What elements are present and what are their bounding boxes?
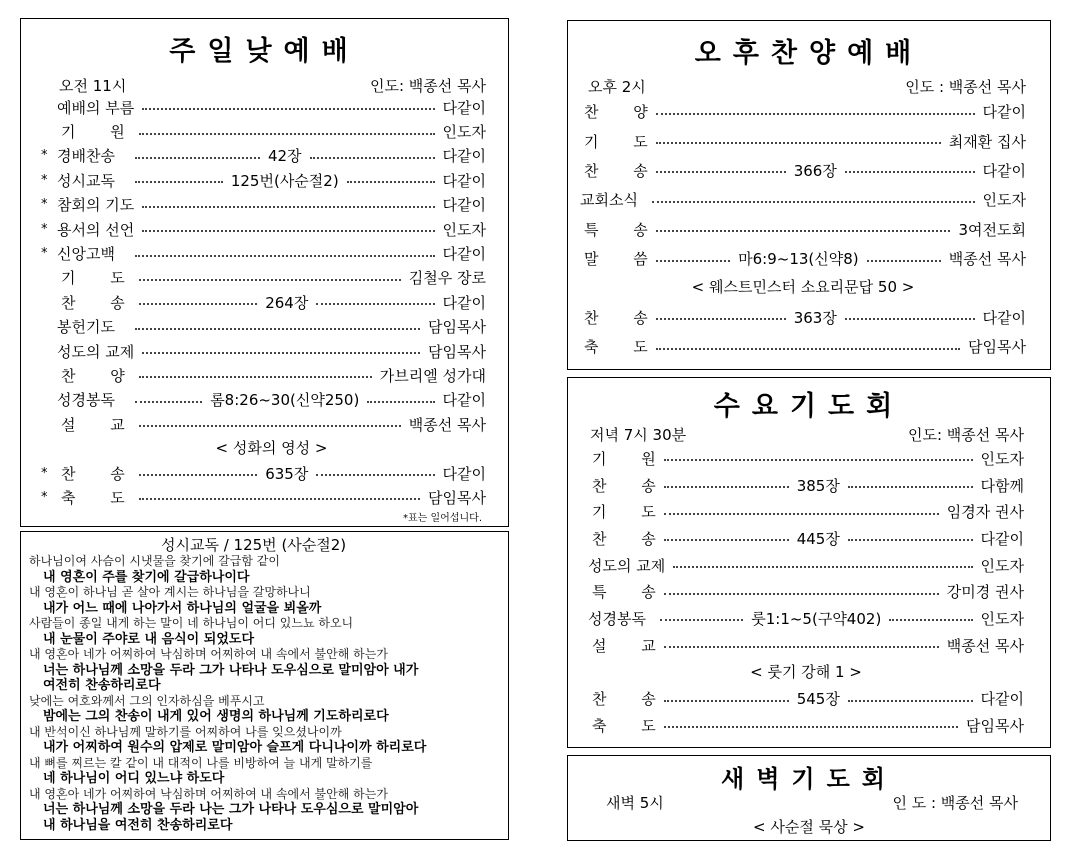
wednesday-leader: 인도: 백종선 목사 [907, 426, 1024, 444]
standing-mark: * [41, 197, 48, 213]
order-label: 성경봉독 [57, 391, 115, 410]
dawn-prayer-box [567, 755, 1051, 841]
standing-mark: * [41, 246, 48, 262]
dot-leader [135, 401, 202, 403]
dot-leader [848, 486, 973, 488]
order-label: 설 교 [592, 636, 656, 655]
order-label: 찬 양 [61, 366, 125, 385]
order-row [580, 185, 1026, 214]
dot-leader [142, 352, 420, 354]
dot-leader [139, 425, 401, 427]
standing-mark: * [41, 172, 48, 188]
order-row [580, 303, 1026, 332]
order-label: 찬 송 [61, 464, 125, 483]
order-row [588, 445, 1024, 472]
afternoon-worship-box [567, 20, 1051, 370]
order-label: 참회의 기도 [57, 196, 135, 215]
order-row [580, 126, 1026, 155]
order-person: 강미경 권사 [946, 583, 1024, 602]
order-row [57, 95, 486, 119]
order-person: 담임목사 [428, 342, 486, 361]
order-row [588, 632, 1024, 659]
dawn-title: 새벽기도회 [721, 765, 897, 793]
leader-line: 내 뼈를 찌르는 칼 같이 내 대적이 나를 비방하여 늘 내게 말하기를 [29, 755, 373, 770]
leader-line: 낮에는 여호와께서 그의 인자하심을 베푸시고 [29, 693, 265, 708]
order-person: 가브리엘 성가대 [379, 366, 486, 385]
order-detail: 635장 [265, 464, 309, 483]
dot-leader [664, 726, 958, 728]
dot-leader [139, 474, 257, 476]
sunday-worship-box [20, 18, 509, 527]
dot-leader [845, 171, 975, 173]
dot-leader [310, 157, 435, 159]
order-person: 다함께 [980, 476, 1025, 495]
order-person: 다같이 [442, 147, 486, 166]
order-label: 신앙고백 [57, 245, 115, 264]
order-row [580, 215, 1026, 244]
afternoon-order [580, 97, 1026, 362]
dot-leader [664, 513, 939, 515]
order-label: 성도의 교제 [588, 556, 666, 575]
order-person: 다같이 [442, 98, 486, 117]
order-person: 다같이 [982, 161, 1027, 180]
order-label: 기 도 [61, 269, 125, 288]
dot-leader [867, 260, 941, 262]
order-label: 기 원 [592, 449, 656, 468]
order-row [41, 144, 486, 168]
leader-line: 내 반석이신 하나님께 말하기를 어찌하여 나를 잊으셨나이까 [29, 724, 342, 739]
order-row [580, 332, 1026, 361]
order-person: 담임목사 [968, 338, 1026, 357]
dot-leader [135, 157, 260, 159]
order-row [41, 193, 486, 217]
order-row [41, 217, 486, 241]
order-label: 성도의 교제 [57, 342, 135, 361]
dot-leader [656, 348, 960, 350]
dot-leader [845, 318, 975, 320]
order-row [57, 388, 486, 412]
dot-leader [664, 486, 789, 488]
standing-mark: * [41, 221, 48, 237]
dot-leader [142, 108, 434, 110]
congregation-line: 밤에는 그의 찬송이 내게 있어 생명의 하나님께 기도하리로다 [43, 709, 389, 724]
order-person: 인도자 [980, 449, 1024, 468]
order-detail: 545장 [796, 690, 840, 709]
dot-leader [664, 459, 973, 461]
dot-leader [656, 142, 941, 144]
order-row [57, 412, 486, 436]
order-label: 찬 송 [592, 529, 656, 548]
order-person: 다같이 [980, 690, 1025, 709]
dot-leader [142, 206, 434, 208]
order-detail: 385장 [796, 476, 840, 495]
order-row [588, 472, 1024, 499]
order-row [41, 241, 486, 265]
dot-leader [664, 593, 939, 595]
dot-leader [316, 303, 434, 305]
order-person: 다같이 [442, 391, 487, 410]
wednesday-header [590, 424, 1024, 445]
sunday-header [59, 75, 486, 96]
order-label: 찬 송 [61, 293, 125, 312]
dot-leader [139, 376, 372, 378]
order-person: 인도자 [442, 123, 486, 142]
dot-leader [135, 255, 435, 257]
dot-leader [656, 318, 786, 320]
order-row [588, 552, 1024, 579]
order-person: 다같이 [442, 245, 486, 264]
leader-line: 사람들이 종일 내게 하는 말이 네 하나님이 어디 있느뇨 하오니 [29, 616, 354, 630]
order-detail: 125번(사순절2) [230, 171, 339, 190]
order-person: 다같이 [442, 293, 487, 312]
order-row [588, 605, 1024, 632]
order-label: 용서의 선언 [57, 220, 135, 239]
order-row [588, 498, 1024, 525]
order-label: 축 도 [61, 488, 125, 507]
order-person: 백종선 목사 [946, 636, 1024, 655]
order-label: 찬 양 [584, 103, 648, 122]
order-detail: 363장 [793, 308, 837, 327]
order-person: 3여전도회 [958, 220, 1026, 239]
dot-leader [135, 328, 420, 330]
afternoon-time: 오후 2시 [588, 78, 646, 96]
order-detail: 264장 [265, 293, 309, 312]
order-person: 다같이 [982, 308, 1027, 327]
wednesday-prayer-box [567, 377, 1051, 748]
order-row [580, 244, 1026, 273]
order-label: 기 도 [592, 503, 656, 522]
dawn-sub-heading: < 사순절 묵상 > [753, 818, 865, 836]
leader-line: 하나님이여 사슴이 시냇물을 찾기에 갈급함 같이 [29, 554, 280, 568]
dot-leader [664, 539, 789, 541]
sunday-order [41, 95, 487, 510]
order-row [588, 578, 1024, 605]
order-detail: 롬8:26~30(신약250) [210, 391, 360, 410]
leader-line: 내 영혼아 네가 어찌하여 낙심하며 어찌하여 내 속에서 불안해 하는가 [29, 786, 388, 801]
order-detail: 445장 [796, 529, 840, 548]
sunday-time: 오전 11시 [59, 77, 127, 95]
sermon-sub-heading: < 성화의 영성 > [215, 439, 328, 458]
sunday-note: *표는 일어섭니다. [403, 513, 482, 524]
order-label: 봉헌기도 [57, 318, 115, 337]
order-label: 설 교 [61, 415, 125, 434]
congregation-line: 여전히 찬송하리로다 [43, 678, 161, 693]
order-label: 축 도 [592, 716, 656, 735]
sunday-leader: 인도: 백종선 목사 [369, 77, 486, 95]
dot-leader [660, 619, 743, 621]
congregation-line: 내가 어느 때에 나아가서 하나님의 얼굴을 뵈올까 [43, 600, 322, 616]
order-person: 최재환 집사 [948, 132, 1026, 151]
dot-leader [135, 181, 223, 183]
dot-leader [848, 700, 973, 702]
order-row [57, 315, 486, 339]
order-person: 다같이 [980, 529, 1025, 548]
congregation-line: 너는 하나님께 소망을 두라 나는 그가 나타나 도우심으로 말미암아 [43, 802, 419, 817]
order-detail: 42장 [267, 147, 302, 166]
order-row [580, 97, 1026, 126]
wednesday-order [588, 445, 1024, 739]
order-person: 다같이 [442, 196, 486, 215]
order-row [41, 168, 487, 192]
order-person: 인도자 [980, 556, 1024, 575]
order-person: 백종선 목사 [408, 415, 486, 434]
order-label: 성시교독 [57, 171, 115, 190]
order-row [57, 363, 486, 387]
order-row [588, 685, 1024, 712]
dot-leader [142, 230, 434, 232]
order-row [588, 712, 1024, 739]
afternoon-leader: 인도 : 백종선 목사 [905, 78, 1026, 96]
dawn-header [606, 792, 1018, 813]
order-detail: 룻1:1~5(구약402) [751, 609, 882, 628]
order-row [41, 485, 486, 509]
order-person: 인도자 [980, 609, 1025, 628]
order-person: 담임목사 [428, 318, 486, 337]
order-person: 백종선 목사 [948, 250, 1027, 269]
order-row [588, 525, 1024, 552]
order-person: 다같이 [442, 464, 487, 483]
order-label: 성경봉독 [588, 609, 646, 628]
order-row [580, 156, 1026, 185]
order-person: 담임목사 [428, 488, 486, 507]
order-person: 김철우 장로 [408, 269, 486, 288]
dot-leader [139, 133, 435, 135]
order-label: 기 도 [584, 132, 648, 151]
dot-leader [139, 498, 420, 500]
order-label: 특 송 [584, 220, 648, 239]
order-label: 경배찬송 [57, 147, 115, 166]
dot-leader [656, 113, 975, 115]
standing-mark: * [41, 489, 48, 505]
responsive-reading-box [20, 531, 509, 840]
leader-line: 내 영혼이 하나님 곧 살아 계시는 하나님을 갈망하나니 [29, 585, 311, 599]
order-label: 축 도 [584, 338, 648, 357]
order-label: 찬 송 [592, 690, 656, 709]
dot-leader [848, 539, 973, 541]
order-person: 인도자 [442, 220, 486, 239]
order-label: 특 송 [592, 583, 656, 602]
order-label: 교회소식 [580, 191, 638, 210]
dot-leader [664, 700, 789, 702]
standing-mark: * [41, 465, 48, 481]
wednesday-time: 저녁 7시 30분 [590, 426, 687, 444]
responsive-title: 성시교독 / 125번 (사순절2) [161, 536, 347, 554]
order-label: 말 씀 [584, 250, 648, 269]
congregation-line: 내 영혼이 주를 찾기에 갈급하나이다 [43, 569, 250, 585]
congregation-line: 너는 하나님께 소망을 두라 그가 나타나 도우심으로 말미암아 내가 [43, 662, 419, 678]
dawn-time: 새벽 5시 [606, 794, 664, 812]
order-person: 담임목사 [966, 716, 1024, 735]
sermon-sub-heading: < 룻기 강해 1 > [750, 662, 862, 681]
congregation-line: 내가 어찌하여 원수의 압제로 말미암아 슬프게 다니나이까 하리로다 [43, 740, 427, 755]
order-detail: 마6:9~13(신약8) [738, 250, 859, 269]
congregation-line: 네 하나님이 어디 있느냐 하도다 [43, 771, 225, 786]
order-label: 찬 송 [592, 476, 656, 495]
dot-leader [656, 260, 730, 262]
standing-mark: * [41, 148, 48, 164]
order-row [57, 339, 486, 363]
order-person: 다같이 [982, 103, 1026, 122]
order-person: 임경자 권사 [946, 503, 1024, 522]
order-row [57, 119, 486, 143]
dot-leader [889, 619, 972, 621]
sermon-sub-heading: < 웨스트민스터 소요리문답 50 > [691, 278, 915, 297]
dot-leader [347, 181, 435, 183]
dot-leader [367, 401, 434, 403]
dot-leader [656, 230, 950, 232]
order-detail: 366장 [793, 161, 837, 180]
congregation-line: 내 하나님을 여전히 찬송하리로다 [43, 817, 233, 833]
order-person: 인도자 [982, 191, 1026, 210]
dot-leader [673, 566, 972, 568]
order-label: 찬 송 [584, 308, 648, 327]
order-row [41, 461, 487, 485]
afternoon-title: 오후찬양예배 [694, 38, 924, 69]
order-person: 다같이 [442, 171, 487, 190]
dot-leader [652, 201, 975, 203]
sunday-title: 주일낮예배 [169, 36, 360, 67]
responsive-lines [29, 554, 426, 833]
wednesday-title: 수요기도회 [713, 391, 905, 422]
congregation-line: 내 눈물이 주야로 내 음식이 되었도다 [43, 631, 254, 647]
afternoon-header [588, 76, 1026, 97]
order-label: 기 원 [61, 123, 125, 142]
dawn-leader: 인 도 : 백종선 목사 [892, 794, 1018, 812]
dot-leader [139, 279, 401, 281]
order-row [57, 266, 486, 290]
leader-line: 내 영혼아 네가 어찌하여 낙심하며 어찌하여 내 속에서 불안해 하는가 [29, 647, 388, 661]
order-label: 예배의 부름 [57, 98, 135, 117]
order-row [57, 290, 486, 314]
order-label: 찬 송 [584, 161, 648, 180]
dot-leader [139, 303, 257, 305]
dot-leader [664, 646, 939, 648]
dot-leader [316, 474, 434, 476]
dot-leader [656, 171, 786, 173]
